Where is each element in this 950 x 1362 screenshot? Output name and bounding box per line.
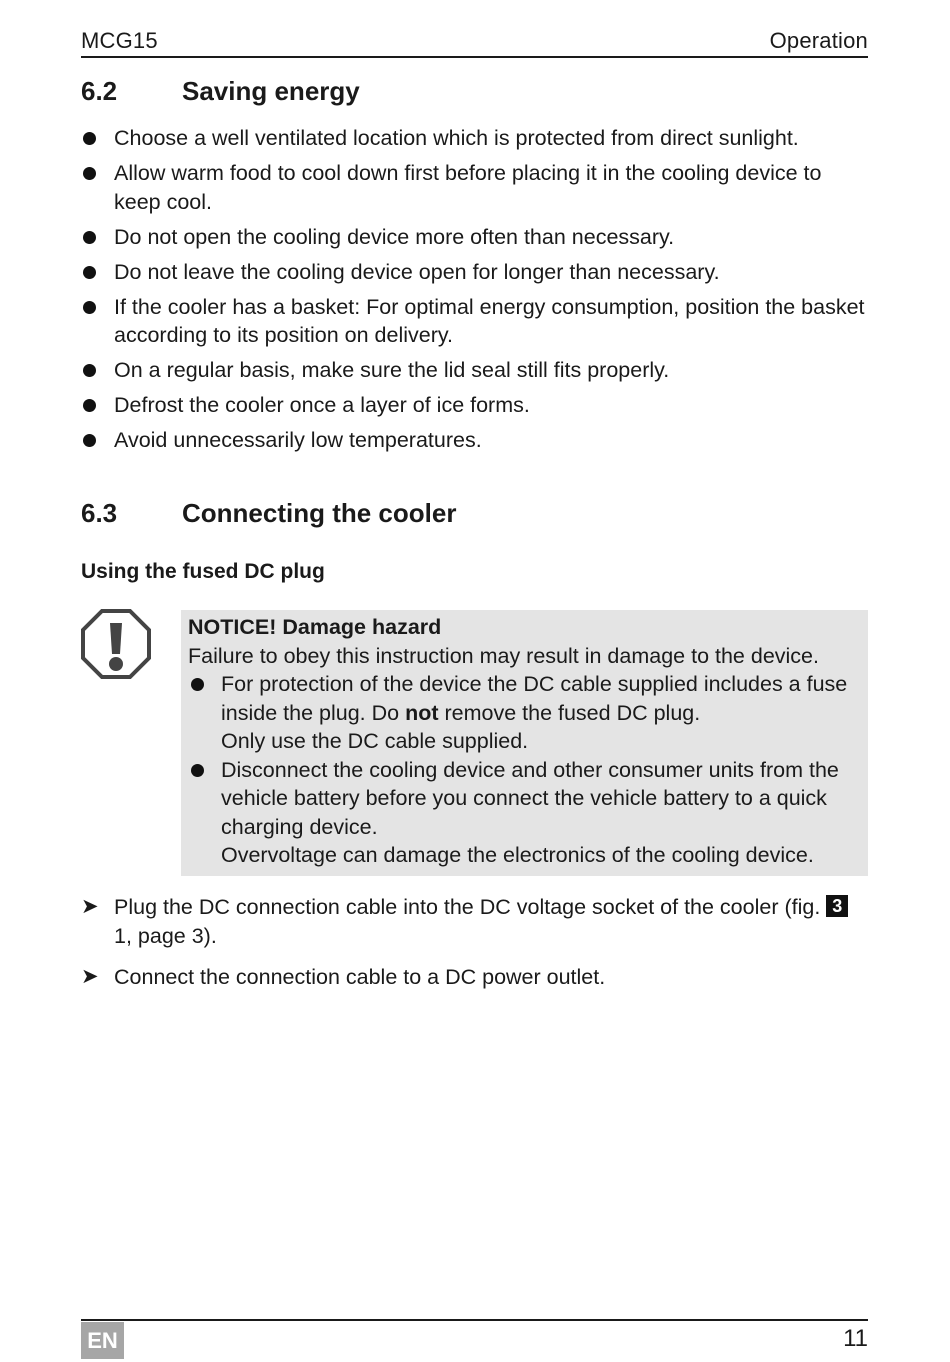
arrow-icon: ➤ (81, 895, 99, 918)
notice-title: NOTICE! Damage hazard (188, 615, 442, 639)
bullet-icon (191, 764, 204, 777)
notice-list (188, 670, 862, 870)
section-number: 6.2 (81, 76, 118, 106)
bullet-icon (191, 678, 204, 691)
bullet-icon (83, 364, 96, 377)
language-badge: EN (81, 1322, 124, 1359)
subheading-fused-dc-plug: Using the fused DC plug (81, 560, 325, 583)
bullet-icon (83, 301, 96, 314)
section-heading-saving (81, 76, 360, 107)
list-item: Do not leave the cooling device open for longer than necessary. (81, 258, 871, 287)
header-chapter: Operation (769, 28, 868, 53)
list-item: Do not open the cooling device more often than necessary. (81, 223, 871, 252)
list-item: Choose a well ventilated location which is protected from direct sunlight. (81, 124, 871, 153)
emphasis-not: not (405, 700, 439, 725)
header-rule (81, 56, 868, 58)
arrow-icon: ➤ (81, 965, 99, 988)
header-model: MCG15 (81, 28, 158, 53)
saving-energy-list (81, 124, 871, 461)
list-item: Avoid unnecessarily low temperatures. (81, 426, 871, 455)
bullet-icon (83, 231, 96, 244)
section-heading-connecting (81, 498, 456, 529)
section-number: 6.3 (81, 498, 118, 528)
list-item: Disconnect the cooling device and other consumer units from the vehicle battery before you connect the vehicle battery to a quick charging device. Overvoltage can damage the electronics of the cooling device. (188, 756, 862, 870)
notice-box (181, 610, 868, 876)
list-item: On a regular basis, make sure the lid seal still fits properly. (81, 356, 871, 385)
list-item: Allow warm food to cool down first before placing it in the cooling device to keep cool. (81, 159, 871, 216)
step-item: ➤ Plug the DC connection cable into the DC voltage socket of the cooler (fig. 3 1, page 3). (81, 893, 871, 950)
list-item: If the cooler has a basket: For optimal energy consumption, position the basket according to its position on delivery. (81, 293, 871, 350)
section-title: Connecting the cooler (182, 498, 457, 528)
page-number: 11 (843, 1325, 868, 1352)
instruction-steps (81, 893, 871, 1005)
figure-number-badge: 3 (826, 895, 848, 917)
list-item: Defrost the cooler once a layer of ice forms. (81, 391, 871, 420)
exclamation-octagon-icon (80, 608, 152, 680)
notice-intro: Failure to obey this instruction may result in damage to the device. (188, 643, 819, 668)
list-item: For protection of the device the DC cable supplied includes a fuse inside the plug. Do not remove the fused DC plug. Only use the DC cable supplied. (188, 670, 862, 756)
bullet-icon (83, 266, 96, 279)
section-title: Saving energy (182, 76, 360, 106)
bullet-icon (83, 434, 96, 447)
footer-rule (81, 1319, 868, 1321)
bullet-icon (83, 132, 96, 145)
bullet-icon (83, 399, 96, 412)
step-item: ➤ Connect the connection cable to a DC power outlet. (81, 963, 871, 992)
bullet-icon (83, 167, 96, 180)
